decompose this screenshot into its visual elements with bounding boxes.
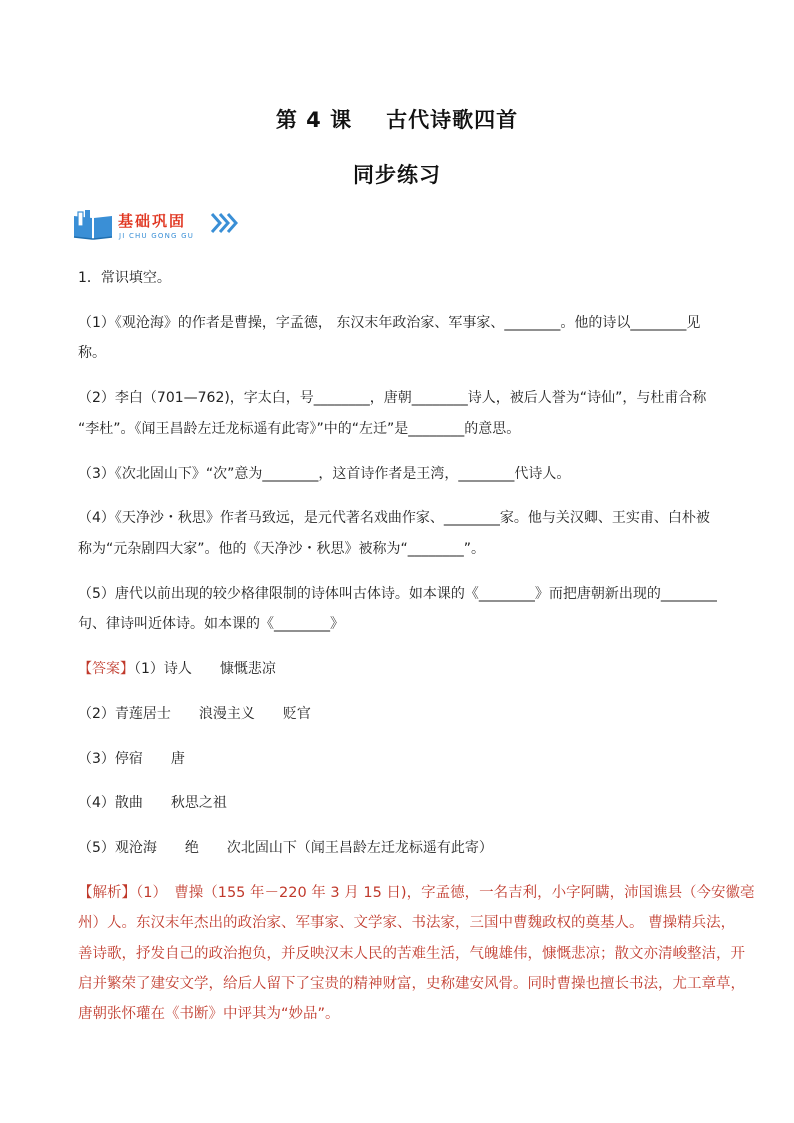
analysis-label: 【解析】 — [78, 885, 136, 901]
page-title — [0, 104, 794, 134]
answer-line — [78, 659, 728, 679]
question-item: （3）《次北固山下》“次”意为________，这首诗作者是王湾，________代诗人。 — [78, 466, 571, 482]
question-item: （1）《观沧海》的作者是曹操，字孟德， 东汉末年政治家、军事家、________。他的诗以________见 — [78, 315, 701, 331]
analysis-text: （1） 曹操（155 年－220 年 3 月 15 日)，字孟德，一名吉利，小字阿瞒，沛国谯县（今安徽亳 — [136, 885, 755, 901]
analysis-line: 唐朝张怀瓘在《书断》中评其为“妙品”。 — [78, 1006, 340, 1022]
chevron-right-icon — [210, 212, 238, 238]
lesson-number: 第 4 课 — [275, 108, 353, 132]
question-item: （4）《天净沙・秋思》作者马致远，是元代著名戏曲作家、________家。他与关汉卿、王实甫、白朴被 — [78, 510, 710, 526]
answer-line: （2）青莲居士 浪漫主义 贬官 — [78, 706, 311, 722]
question-item-cont: 称。 — [78, 345, 106, 361]
analysis-line — [78, 883, 755, 903]
answer-line: （5）观沧海 绝 次北固山下（闻王昌龄左迁龙标遥有此寄） — [78, 840, 493, 856]
answer-line: （3）停宿 唐 — [78, 751, 185, 767]
analysis-line: 善诗歌，抒发自己的政治抱负，并反映汉末人民的苦难生活，气魄雄伟，慷慨悲凉；散文亦清峻整洁，开 — [78, 946, 745, 962]
question-item: （5）唐代以前出现的较少格律限制的诗体叫古体诗。如本课的《________》而把唐朝新出现的________ — [78, 586, 717, 602]
lesson-title: 古代诗歌四首 — [386, 108, 519, 132]
page-subtitle: 同步练习 — [353, 163, 441, 187]
banner-pinyin: JI CHU GONG GU — [119, 232, 195, 240]
analysis-line: 州）人。东汉末年杰出的政治家、军事家、文学家、书法家，三国中曹魏政权的奠基人。 曹操精兵法， — [78, 915, 736, 931]
question-stem: 1．常识填空。 — [78, 270, 171, 286]
section-banner — [72, 208, 252, 242]
question-item-cont: “李杜”。《闻王昌龄左迁龙标遥有此寄》”中的“左迁”是________的意思。 — [78, 421, 521, 437]
book-icon — [72, 210, 114, 244]
analysis-line: 启并繁荣了建安文学，给后人留下了宝贵的精神财富，史称建安风骨。同时曹操也擅长书法，尤工章草， — [78, 976, 745, 992]
answer-label: 【答案】 — [78, 661, 134, 677]
question-item-cont: 称为“元杂剧四大家”。他的《天净沙・秋思》被称为“________”。 — [78, 541, 486, 557]
answer-text: （1）诗人 慷慨悲凉 — [134, 661, 276, 677]
question-item-cont: 句、律诗叫近体诗。如本课的《________》 — [78, 616, 344, 632]
banner-label: 基础巩固 — [118, 212, 187, 230]
question-item: （2）李白（701—762)，字太白，号________，唐朝________诗人，被后人誉为“诗仙”，与杜甫合称 — [78, 390, 707, 406]
answer-line: （4）散曲 秋思之祖 — [78, 795, 227, 811]
